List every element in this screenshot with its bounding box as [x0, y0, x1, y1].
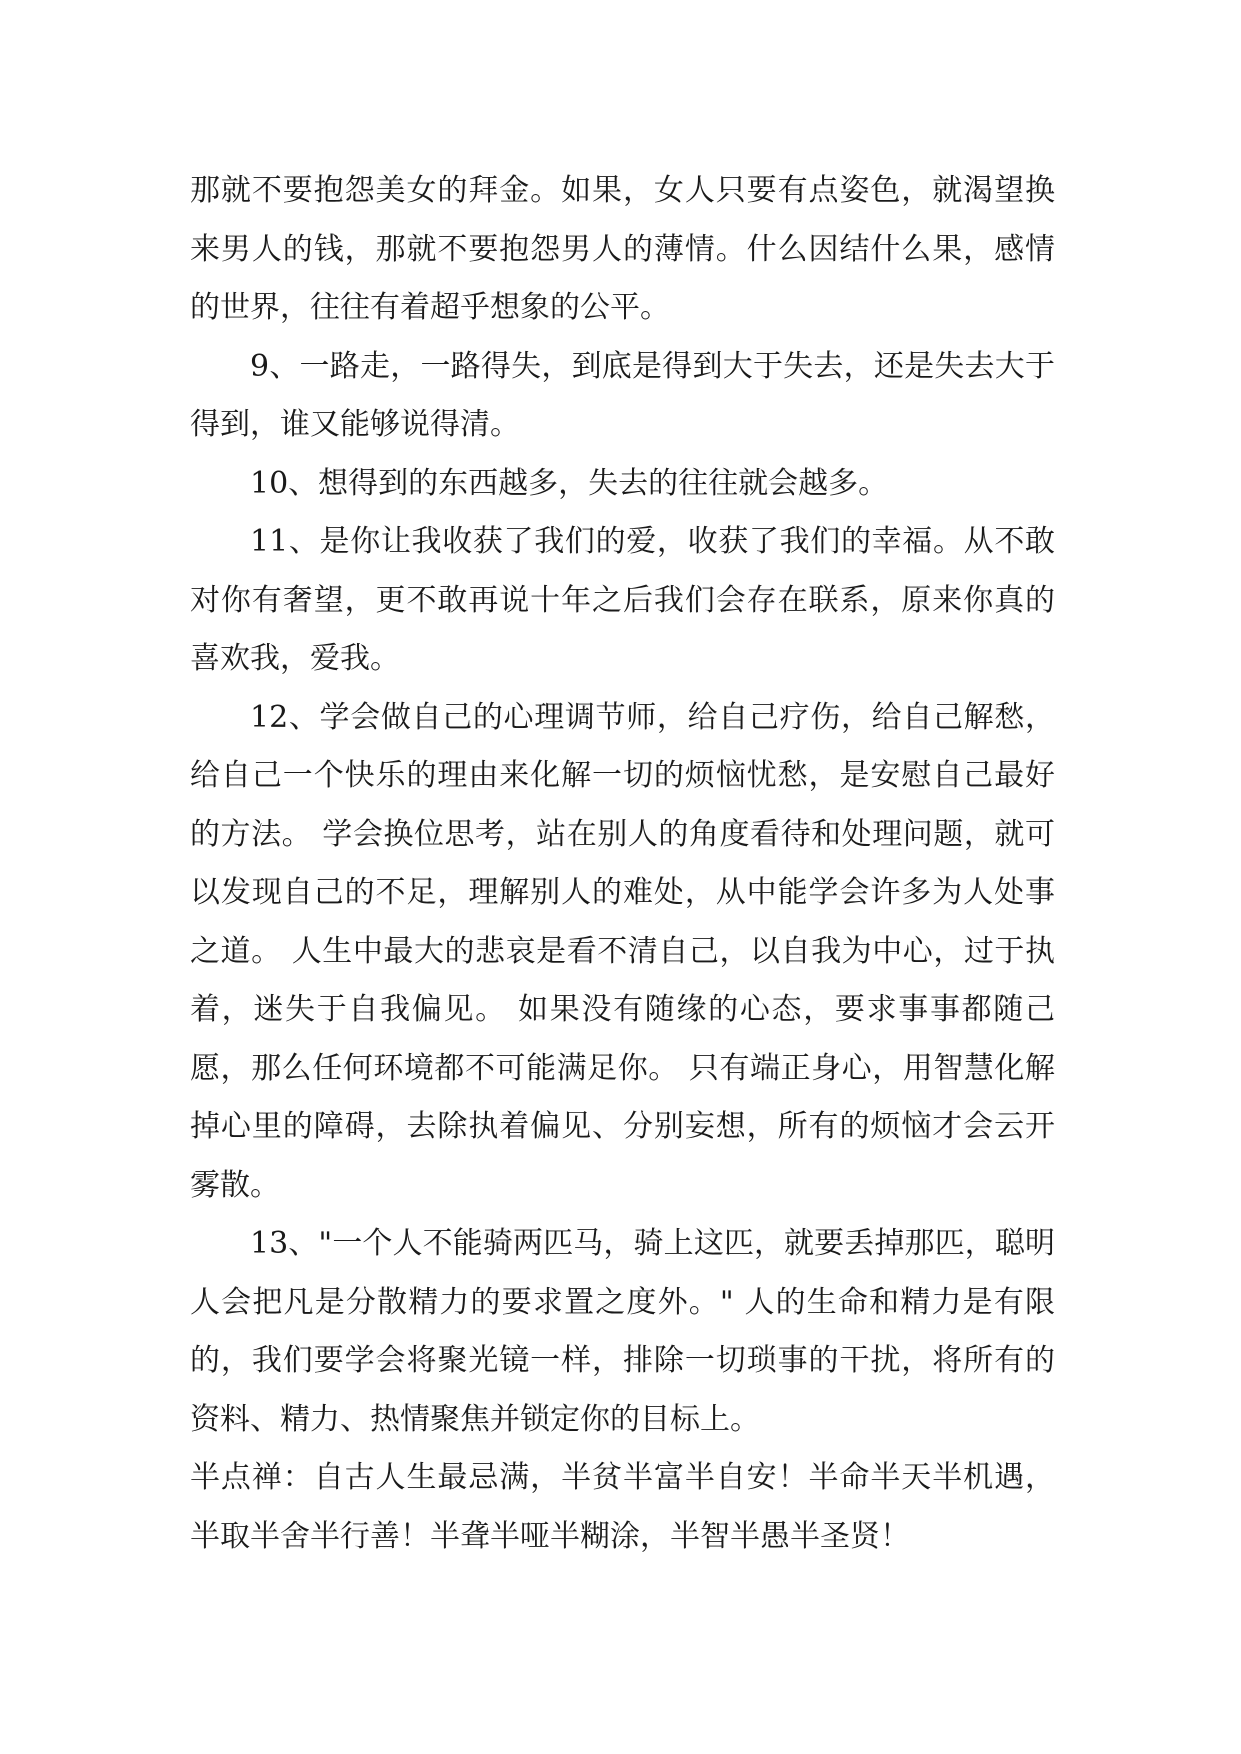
- document-page: [190, 162, 1055, 1566]
- paragraph-item-11: 11、是你让我收获了我们的爱，收获了我们的幸福。从不敢对你有奢望，更不敢再说十年之后我们会存在联系，原来你真的喜欢我，爱我。: [190, 524, 1055, 676]
- paragraph-item-10: 10、想得到的东西越多，失去的往往就会越多。: [250, 465, 889, 501]
- paragraph-item-9: 9、一路走，一路得失，到底是得到大于失去，还是失去大于得到，谁又能够说得清。: [190, 348, 1055, 442]
- paragraph-item-13: 13、"一个人不能骑两匹马，骑上这匹，就要丢掉那匹，聪明人会把凡是分散精力的要求置之度外。" 人的生命和精力是有限的，我们要学会将聚光镜一样，排除一切琐事的干扰，将所有的资料、精力、热情聚焦并锁定你的目标上。: [190, 1226, 1055, 1437]
- paragraph-intro: 那就不要抱怨美女的拜金。如果，女人只要有点姿色，就渴望换来男人的钱，那就不要抱怨男人的薄情。什么因结什么果，感情的世界，往往有着超乎想象的公平。: [190, 173, 1055, 325]
- paragraph-item-12: 12、学会做自己的心理调节师，给自己疗伤，给自己解愁，给自己一个快乐的理由来化解一切的烦恼忧愁，是安慰自己最好的方法。 学会换位思考，站在别人的角度看待和处理问题，就可以发现自己的不足，理解别人的难处，从中能学会许多为人处事之道。 人生中最大的悲哀是看不清自己，以自我为中心，过于执着，迷失于自我偏见。 如果没有随缘的心态，要求事事都随己愿，那么任何环境都不可能满足你。 只有端正身心，用智慧化解掉心里的障碍，去除执着偏见、分别妄想，所有的烦恼才会云开雾散。: [190, 699, 1055, 1203]
- paragraph-half-zen: 半点禅：自古人生最忌满，半贫半富半自安！半命半天半机遇，半取半舍半行善！半聋半哑半糊涂，半智半愚半圣贤！: [190, 1460, 1055, 1554]
